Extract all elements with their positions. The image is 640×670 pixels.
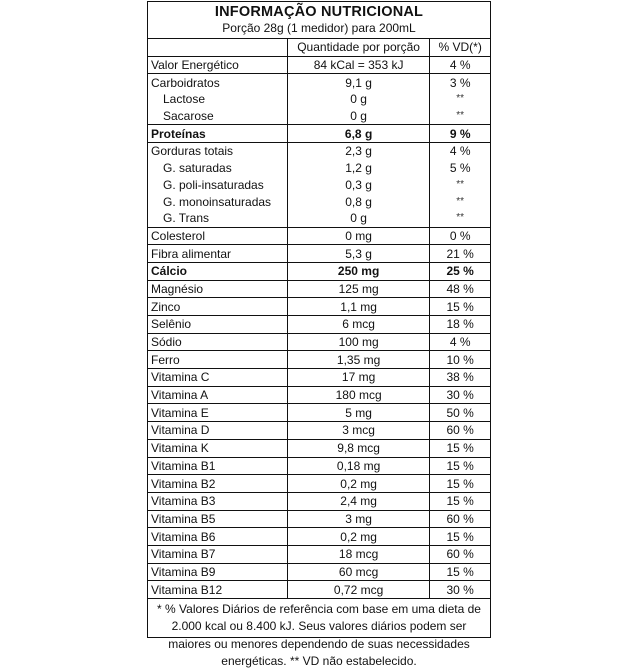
nutrient-amount: 0,2 mg bbox=[287, 475, 429, 493]
nutrient-daily-value: 60 % bbox=[430, 422, 490, 440]
nutrient-amount: 3 mg bbox=[287, 510, 429, 528]
nutrient-amount: 60 mcg bbox=[287, 563, 429, 581]
nutrient-row bbox=[148, 422, 490, 440]
nutrient-row bbox=[148, 545, 490, 563]
nutrient-name: Vitamina B7 bbox=[148, 545, 287, 563]
nutrient-amount: 9,1 g bbox=[287, 74, 429, 91]
nutrient-row bbox=[148, 210, 490, 227]
nutrient-daily-value: 30 % bbox=[430, 386, 490, 404]
nutrient-name: Vitamina B2 bbox=[148, 475, 287, 493]
nutrient-row bbox=[148, 280, 490, 298]
nutrient-name: Sacarose bbox=[163, 109, 214, 124]
label-header bbox=[148, 2, 490, 39]
nutrient-row bbox=[148, 351, 490, 369]
nutrient-amount: 100 mg bbox=[287, 333, 429, 351]
nutrient-name: Fibra alimentar bbox=[148, 245, 287, 263]
serving-size: Porção 28g (1 medidor) para 200mL bbox=[222, 21, 416, 35]
nutrient-daily-value: 15 % bbox=[430, 475, 490, 493]
nutrient-name: Sódio bbox=[148, 333, 287, 351]
nutrient-name: Valor Energético bbox=[151, 58, 239, 73]
nutrient-name: Magnésio bbox=[148, 280, 287, 298]
nutrient-amount: 250 mg bbox=[287, 262, 429, 280]
nutrient-name: Vitamina B12 bbox=[148, 581, 287, 598]
nutrient-row bbox=[148, 193, 490, 210]
nutrient-name: Vitamina K bbox=[148, 439, 287, 457]
nutrient-amount: 3 mcg bbox=[287, 422, 429, 440]
nutrient-name: G. monoinsaturadas bbox=[163, 194, 272, 209]
nutrient-amount: 0,3 g bbox=[287, 177, 429, 194]
nutrient-name: Proteínas bbox=[148, 125, 287, 143]
nutrient-amount: 1,1 mg bbox=[287, 298, 429, 316]
nutrient-amount: 0,72 mcg bbox=[287, 581, 429, 598]
nutrient-daily-value: 60 % bbox=[430, 545, 490, 563]
nutrient-daily-value: 9 % bbox=[430, 125, 490, 143]
nutrient-amount: 0 g bbox=[287, 210, 429, 227]
nutrient-name: G. poli-insaturadas bbox=[163, 177, 264, 192]
nutrient-row bbox=[148, 56, 490, 74]
nutrient-daily-value: 5 % bbox=[430, 160, 490, 177]
nutrient-amount: 2,3 g bbox=[287, 143, 429, 160]
nutrient-daily-value: 15 % bbox=[430, 298, 490, 316]
nutrient-amount: 18 mcg bbox=[287, 545, 429, 563]
nutrient-name: G. saturadas bbox=[163, 161, 232, 176]
nutrient-daily-value: 4 % bbox=[430, 333, 490, 351]
nutrient-row bbox=[148, 74, 490, 91]
nutrient-amount: 125 mg bbox=[287, 280, 429, 298]
nutrient-daily-value: 50 % bbox=[430, 404, 490, 422]
nutrient-amount: 2,4 mg bbox=[287, 492, 429, 510]
nutrient-name: G. Trans bbox=[163, 211, 210, 226]
nutrient-daily-value: 15 % bbox=[430, 528, 490, 546]
column-header-quantity: Quantidade por porção bbox=[287, 39, 429, 56]
nutrient-name: Vitamina B6 bbox=[148, 528, 287, 546]
nutrient-row bbox=[148, 510, 490, 528]
nutrient-daily-value: 18 % bbox=[430, 316, 490, 334]
nutrient-daily-value: 15 % bbox=[430, 492, 490, 510]
nutrient-daily-value: 4 % bbox=[430, 56, 490, 74]
nutrient-name: Vitamina B9 bbox=[148, 563, 287, 581]
nutrient-row bbox=[148, 457, 490, 475]
nutrient-name: Gorduras totais bbox=[148, 143, 287, 160]
nutrient-daily-value: ** bbox=[430, 177, 490, 194]
nutrient-amount: 9,8 mcg bbox=[287, 439, 429, 457]
nutrient-daily-value: 15 % bbox=[430, 457, 490, 475]
nutrient-name: Selênio bbox=[148, 316, 287, 334]
nutrient-daily-value: ** bbox=[430, 91, 490, 108]
nutrient-amount: 0,8 g bbox=[287, 193, 429, 210]
nutrient-row bbox=[148, 581, 490, 598]
nutrient-amount: 0 g bbox=[287, 108, 429, 125]
nutrient-row bbox=[148, 125, 490, 143]
nutrient-row bbox=[148, 160, 490, 177]
nutrient-amount: 17 mg bbox=[287, 369, 429, 387]
nutrition-table bbox=[148, 39, 490, 598]
nutrient-row bbox=[148, 262, 490, 280]
nutrient-row bbox=[148, 528, 490, 546]
nutrient-name: Vitamina D bbox=[148, 422, 287, 440]
nutrient-daily-value: ** bbox=[430, 193, 490, 210]
nutrient-row bbox=[148, 475, 490, 493]
footnote: * % Valores Diários de referência com base em uma dieta de 2.000 kcal ou 8.400 kJ. Seus valores diários podem ser maiores ou menores dependendo de suas necessidades energéticas. ** VD não estabelecido. bbox=[148, 598, 490, 670]
nutrient-name: Vitamina E bbox=[148, 404, 287, 422]
nutrient-daily-value: ** bbox=[430, 210, 490, 227]
nutrient-amount: 6,8 g bbox=[287, 125, 429, 143]
nutrient-amount: 0,18 mg bbox=[287, 457, 429, 475]
nutrient-name: Ferro bbox=[148, 351, 287, 369]
nutrient-daily-value: ** bbox=[430, 108, 490, 125]
nutrient-name: Zinco bbox=[148, 298, 287, 316]
nutrient-name: Cálcio bbox=[148, 262, 287, 280]
nutrient-row bbox=[148, 91, 490, 108]
nutrient-amount: 1,2 g bbox=[287, 160, 429, 177]
nutrient-daily-value: 21 % bbox=[430, 245, 490, 263]
nutrient-name: Vitamina B1 bbox=[148, 457, 287, 475]
nutrient-row bbox=[148, 108, 490, 125]
nutrient-amount: 5,3 g bbox=[287, 245, 429, 263]
nutrient-row bbox=[148, 177, 490, 194]
nutrient-daily-value: 60 % bbox=[430, 510, 490, 528]
nutrient-daily-value: 48 % bbox=[430, 280, 490, 298]
nutrient-name: Lactose bbox=[163, 92, 206, 107]
nutrient-row bbox=[148, 563, 490, 581]
nutrient-amount: 0 mg bbox=[287, 227, 429, 245]
nutrient-name: Carboidratos bbox=[148, 74, 287, 91]
nutrient-amount: 5 mg bbox=[287, 404, 429, 422]
nutrient-daily-value: 15 % bbox=[430, 439, 490, 457]
nutrient-daily-value: 3 % bbox=[430, 74, 490, 91]
nutrient-amount: 0,2 mg bbox=[287, 528, 429, 546]
nutrient-daily-value: 0 % bbox=[430, 227, 490, 245]
nutrient-name: Vitamina B3 bbox=[148, 492, 287, 510]
nutrient-daily-value: 15 % bbox=[430, 563, 490, 581]
nutrient-name: Vitamina B5 bbox=[148, 510, 287, 528]
nutrient-row bbox=[148, 333, 490, 351]
nutrient-row bbox=[148, 143, 490, 160]
nutrient-daily-value: 10 % bbox=[430, 351, 490, 369]
nutrient-row bbox=[148, 316, 490, 334]
nutrient-row bbox=[148, 492, 490, 510]
nutrient-daily-value: 38 % bbox=[430, 369, 490, 387]
nutrient-amount: 84 kCal = 353 kJ bbox=[287, 56, 429, 74]
nutrient-row bbox=[148, 227, 490, 245]
nutrient-row bbox=[148, 298, 490, 316]
nutrient-name: Vitamina C bbox=[148, 369, 287, 387]
nutrient-amount: 1,35 mg bbox=[287, 351, 429, 369]
column-header-row bbox=[148, 39, 490, 56]
nutrient-name: Colesterol bbox=[148, 227, 287, 245]
nutrient-amount: 6 mcg bbox=[287, 316, 429, 334]
nutrient-name: Vitamina A bbox=[148, 386, 287, 404]
nutrition-facts-label bbox=[147, 1, 491, 668]
nutrient-amount: 180 mcg bbox=[287, 386, 429, 404]
nutrient-daily-value: 25 % bbox=[430, 262, 490, 280]
column-header-blank bbox=[148, 39, 287, 56]
nutrient-row bbox=[148, 369, 490, 387]
nutrient-row bbox=[148, 245, 490, 263]
nutrient-row bbox=[148, 404, 490, 422]
nutrient-daily-value: 30 % bbox=[430, 581, 490, 598]
nutrient-amount: 0 g bbox=[287, 91, 429, 108]
label-title: INFORMAÇÃO NUTRICIONAL bbox=[214, 4, 424, 20]
nutrient-row bbox=[148, 386, 490, 404]
nutrient-daily-value: 4 % bbox=[430, 143, 490, 160]
column-header-vd: % VD(*) bbox=[430, 39, 490, 56]
nutrient-row bbox=[148, 439, 490, 457]
